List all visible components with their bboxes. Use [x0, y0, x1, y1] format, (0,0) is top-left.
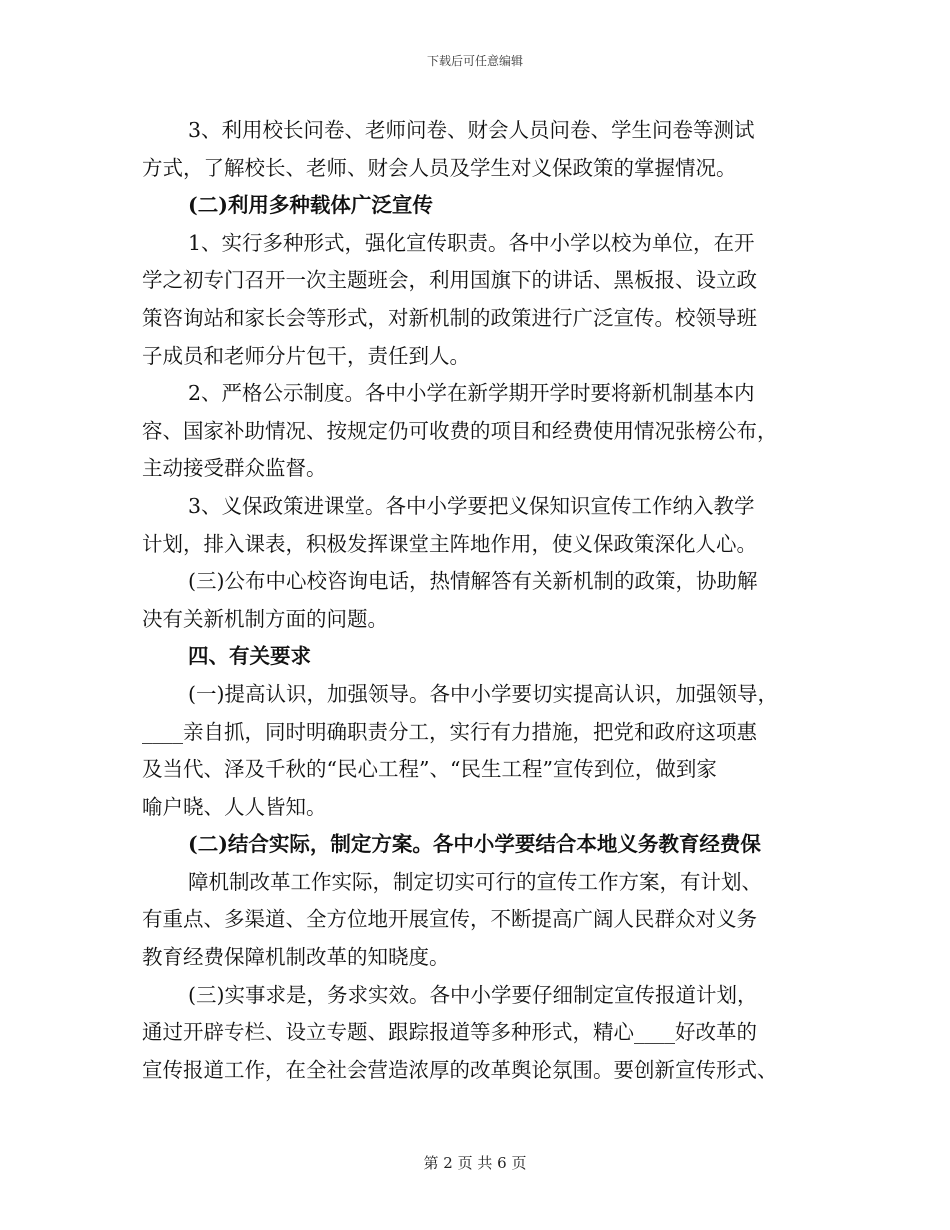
- text-line: (一)提高认识，加强领导。各中小学要切实提高认识，加强领导，: [188, 681, 778, 706]
- text-line: 3、义保政策进课堂。各中小学要把义保知识宣传工作纳入教学: [188, 493, 755, 518]
- text-line: (三)实事求是，务求实效。各中小学要仔细制定宣传报道计划，: [188, 982, 758, 1007]
- text-line: ____亲自抓，同时明确职责分工，实行有力措施，把党和政府这项惠: [142, 719, 757, 744]
- section-heading: 四、有关要求: [188, 644, 311, 669]
- text-line: 决有关新机制方面的问题。: [142, 606, 388, 631]
- text-line: 方式，了解校长、老师、财会人员及学生对义保政策的掌握情况。: [142, 155, 737, 180]
- text-line: (三)公布中心校咨询电话，热情解答有关新机制的政策，协助解: [188, 569, 758, 594]
- text-line: 喻户晓、人人皆知。: [142, 794, 327, 819]
- text-line: 学之初专门召开一次主题班会，利用国旗下的讲话、黑板报、设立政: [142, 268, 757, 293]
- text-line: 障机制改革工作实际，制定切实可行的宣传工作方案，有计划、: [188, 869, 762, 894]
- document-body: [142, 112, 810, 1089]
- text-line: 2、严格公示制度。各中小学在新学期开学时要将新机制基本内: [188, 381, 755, 406]
- text-line: 子成员和老师分片包干，责任到人。: [142, 343, 470, 368]
- text-line: 及当代、泽及千秋的“民心工程”、“民生工程”宣传到位，做到家: [142, 757, 717, 782]
- text-line: 计划，排入课表，积极发挥课堂主阵地作用，使义保政策深化人心。: [142, 531, 757, 556]
- text-line: 1、实行多种形式，强化宣传职责。各中小学以校为单位，在开: [188, 230, 755, 255]
- text-line: 3、利用校长问卷、老师问卷、财会人员问卷、学生问卷等测试: [188, 118, 755, 142]
- text-line: 教育经费保障机制改革的知晓度。: [142, 945, 450, 970]
- text-line: 主动接受群众监督。: [142, 456, 327, 481]
- section-heading: (二)结合实际，制定方案。各中小学要结合本地义务教育经费保: [188, 832, 761, 857]
- text-line: 有重点、多渠道、全方位地开展宣传，不断提高广阔人民群众对义务: [142, 907, 757, 932]
- page-header-note: 下载后可任意编辑: [426, 54, 523, 68]
- section-heading: (二)利用多种载体广泛宣传: [188, 193, 433, 218]
- text-line: 宣传报道工作，在全社会营造浓厚的改革舆论氛围。要创新宣传形式、: [142, 1057, 778, 1082]
- text-line: 策咨询站和家长会等形式，对新机制的政策进行广泛宣传。校领导班: [142, 305, 757, 330]
- text-line: 通过开辟专栏、设立专题、跟踪报道等多种形式，精心____好改革的: [142, 1020, 757, 1045]
- page-number: 第 2 页 共 6 页: [423, 1154, 527, 1172]
- text-line: 容、国家补助情况、按规定仍可收费的项目和经费使用情况张榜公布，: [142, 418, 778, 443]
